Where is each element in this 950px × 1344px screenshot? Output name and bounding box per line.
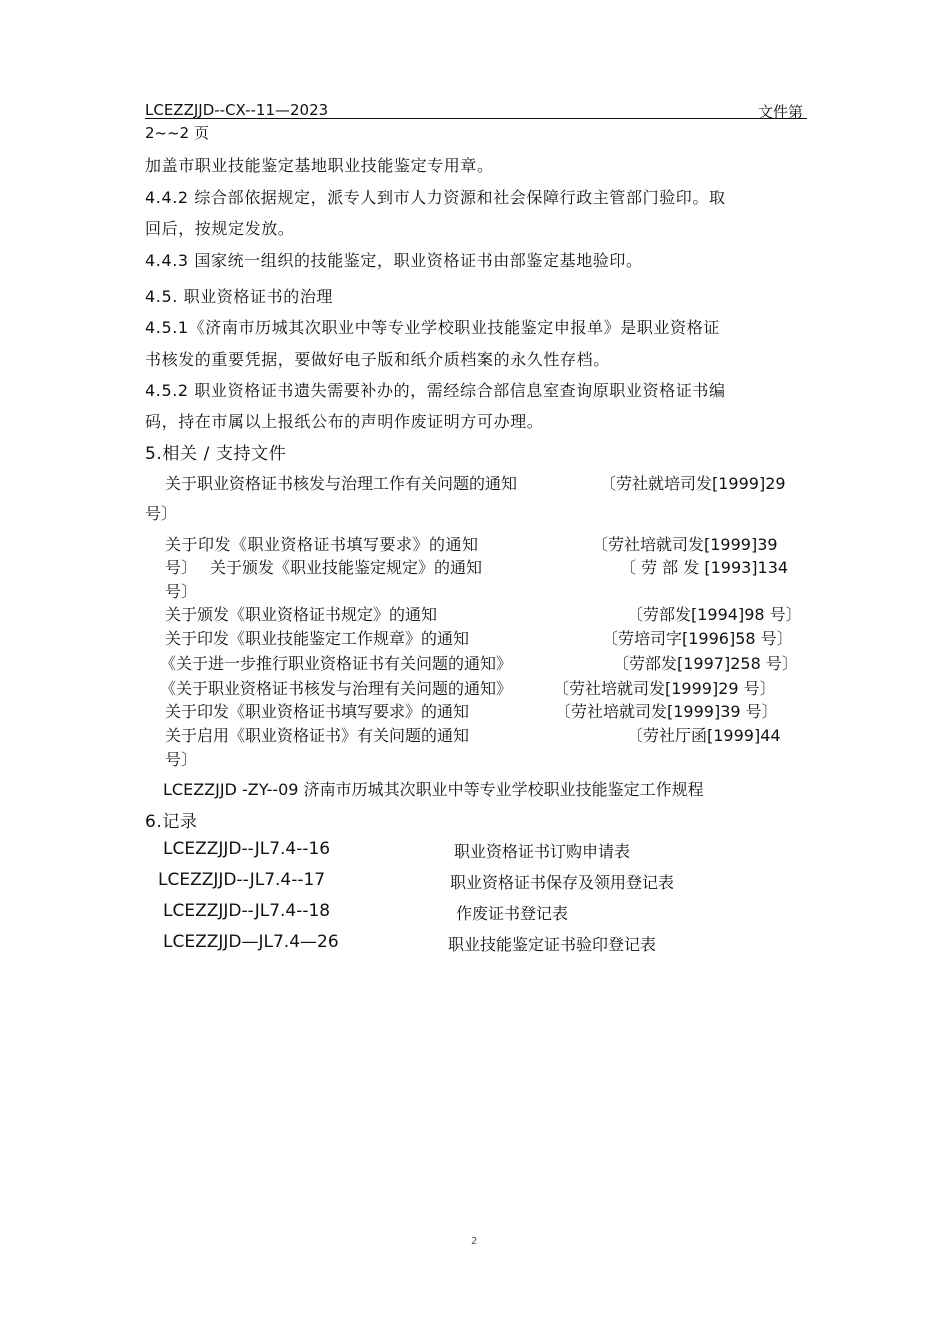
header-page-range: 2~~2 页 — [145, 124, 209, 142]
record-name: 职业资格证书订购申请表 — [454, 842, 631, 861]
record-name: 职业技能鉴定证书验印登记表 — [448, 935, 657, 954]
clause-4-4-2-line1: 4.4.2 综合部依据规定，派专人到市人力资源和社会保障行政主管部门验印。取 — [145, 188, 726, 207]
record-code: LCEZZJJD--JL7.4--16 — [163, 839, 331, 859]
ref-title: 关于印发《职业技能鉴定工作规章》的通知 — [165, 629, 470, 648]
clause-4-5-1-line1: 4.5.1《济南市历城其次职业中等专业学校职业技能鉴定申报单》是职业资格证 — [145, 318, 720, 337]
ref-title: 《关于职业资格证书核发与治理有关问题的通知》 — [160, 679, 513, 698]
record-code: LCEZZJJD—JL7.4—26 — [163, 932, 339, 952]
clause-4-5-2-line2: 码，持在市属以上报纸公布的声明作废证明方可办理。 — [145, 412, 544, 431]
page-number: 2 — [471, 1236, 478, 1247]
ref-code: 〔劳部发[1994]98 号〕 — [627, 605, 802, 624]
ref-title: 关于颁发《职业技能鉴定规定》的通知 — [210, 558, 483, 577]
record-code: LCEZZJJD--JL7.4--18 — [163, 901, 331, 921]
ref-code-wrap: 号〕 — [165, 558, 198, 577]
ref-code: 〔劳社培就司发[1999]39 号〕 — [555, 702, 778, 721]
ref-code-wrap: 号〕 — [165, 750, 198, 769]
ref-code: 〔劳社就培司发[1999]29 — [600, 474, 786, 493]
ref-code: 〔劳社培就司发[1999]29 号〕 — [553, 679, 776, 698]
heading-4-5: 4.5. 职业资格证书的治理 — [145, 287, 334, 306]
clause-4-5-2-line1: 4.5.2 职业资格证书遗失需要补办的，需经综合部信息室查询原职业资格证书编 — [145, 381, 726, 400]
ref-code: 〔劳培司字[1996]58 号〕 — [602, 629, 793, 648]
ref-title: 关于启用《职业资格证书》有关问题的通知 — [165, 726, 470, 745]
section-5-title: 5.相关 / 支持文件 — [145, 444, 287, 464]
ref-code-wrap: 号〕 — [165, 582, 198, 601]
ref-code-wrap: 号〕 — [145, 504, 178, 523]
ref-title: 关于印发《职业资格证书填写要求》的通知 — [165, 535, 479, 554]
ref-code: 〔劳部发[1997]258 号〕 — [613, 654, 798, 673]
body-line-stamp: 加盖市职业技能鉴定基地职业技能鉴定专用章。 — [145, 156, 494, 175]
section-6-title: 6.记录 — [145, 812, 198, 832]
record-name: 作废证书登记表 — [456, 904, 569, 923]
clause-4-5-1-line2: 书核发的重要凭据，要做好电子版和纸介质档案的永久性存档。 — [145, 350, 610, 369]
ref-title: 关于印发《职业资格证书填写要求》的通知 — [165, 702, 470, 721]
header-doc-code: LCEZZJJD--CX--11—2023 — [145, 101, 329, 119]
ref-code: 〔劳社厅函[1999]44 — [627, 726, 781, 745]
procedure-reference: LCEZZJJD -ZY--09 济南市历城其次职业中等专业学校职业技能鉴定工作规程 — [163, 780, 704, 799]
header-page-label: 文件第 — [758, 103, 804, 121]
record-name: 职业资格证书保存及领用登记表 — [450, 873, 675, 892]
record-code: LCEZZJJD--JL7.4--17 — [158, 870, 326, 890]
clause-4-4-2-line2: 回后，按规定发放。 — [145, 219, 295, 238]
ref-code: 〔劳社培就司发[1999]39 — [592, 535, 778, 554]
ref-code: 〔 劳 部 发 [1993]134 — [620, 558, 789, 577]
ref-title: 关于颁发《职业资格证书规定》的通知 — [165, 605, 438, 624]
ref-title: 关于职业资格证书核发与治理工作有关问题的通知 — [165, 474, 518, 493]
header-rule — [145, 118, 807, 119]
ref-title: 《关于进一步推行职业资格证书有关问题的通知》 — [160, 654, 513, 673]
clause-4-4-3: 4.4.3 国家统一组织的技能鉴定，职业资格证书由部鉴定基地验印。 — [145, 251, 643, 270]
